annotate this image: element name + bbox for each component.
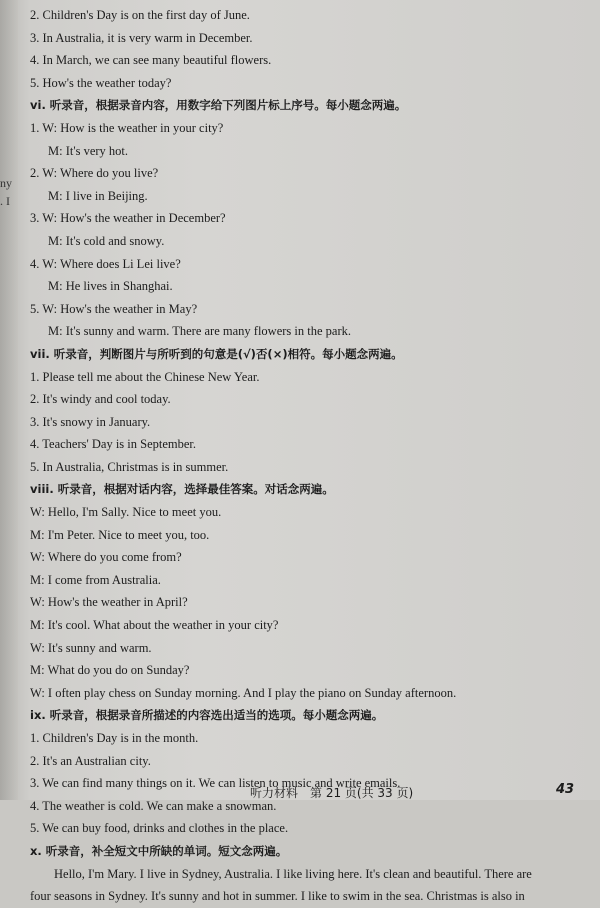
transcript-line: M: It's very hot. <box>48 143 129 158</box>
transcript-line: M: He lives in Shanghai. <box>48 279 173 294</box>
transcript-line: 2. W: Where do you live? <box>30 166 159 181</box>
transcript-line: 5. How's the weather today? <box>30 75 172 90</box>
transcript-line: W: How's the weather in April? <box>30 595 188 610</box>
footer-caption: 听力材料 第 21 页(共 33 页) <box>250 786 414 800</box>
transcript-line: 5. W: How's the weather in May? <box>30 301 198 316</box>
book-gutter <box>0 0 18 800</box>
transcript-line: 1. Please tell me about the Chinese New Year. <box>30 369 260 384</box>
transcript-line: 4. The weather is cold. We can make a snowman. <box>30 798 277 813</box>
transcript-line: M: It's cold and snowy. <box>48 233 165 248</box>
page-footer <box>0 782 600 800</box>
transcript-line: 3. It's snowy in January. <box>30 414 151 429</box>
transcript-line: M: I live in Beijing. <box>48 188 148 203</box>
transcript-line: 5. In Australia, Christmas is in summer. <box>30 459 229 474</box>
transcript-line: M: I'm Peter. Nice to meet you, too. <box>30 527 210 542</box>
section-heading: viii. 听录音，根据对话内容，选择最佳答案。对话念两遍。 <box>30 482 334 497</box>
transcript-line: M: What do you do on Sunday? <box>30 663 190 678</box>
transcript-line: W: I often play chess on Sunday morning. And I play the piano on Sunday afternoon. <box>30 685 457 700</box>
transcript-line: 4. In March, we can see many beautiful flowers. <box>30 53 272 68</box>
section-heading: x. 听录音，补全短文中所缺的单词。短文念两遍。 <box>30 843 288 858</box>
transcript-line: 3. In Australia, it is very warm in December. <box>30 30 253 45</box>
transcript-line: 4. Teachers' Day is in September. <box>30 437 197 452</box>
transcript-line: W: Hello, I'm Sally. Nice to meet you. <box>30 505 222 520</box>
transcript-line: 2. It's windy and cool today. <box>30 392 171 407</box>
transcript-line: 3. W: How's the weather in December? <box>30 211 226 226</box>
transcript-line: 5. We can buy food, drinks and clothes in the place. <box>30 821 289 836</box>
adjacent-page-text: . I <box>0 194 10 208</box>
transcript-line: 2. Children's Day is on the first day of June. <box>30 8 250 22</box>
transcript-line: M: It's sunny and warm. There are many flowers in the park. <box>48 324 351 339</box>
transcript-line: W: It's sunny and warm. <box>30 640 152 655</box>
transcript-line: 1. W: How is the weather in your city? <box>30 120 224 135</box>
transcript-line: four seasons in Sydney. It's sunny and hot in summer. I like to swim in the sea. Christmas is also in <box>30 889 525 904</box>
transcript-line: Hello, I'm Mary. I live in Sydney, Australia. I like living here. It's clean and beautiful. There are <box>54 866 532 881</box>
transcript-line: M: I come from Australia. <box>30 572 161 587</box>
transcript-line: 2. It's an Australian city. <box>30 753 151 768</box>
section-heading: vii. 听录音，判断图片与所听到的句意是(√)否(×)相符。每小题念两遍。 <box>30 346 403 361</box>
transcript-line: 3. We can find many things on it. We can listen to music and write emails. <box>30 776 401 791</box>
section-heading: vi. 听录音，根据录音内容，用数字给下列图片标上序号。每小题念两遍。 <box>30 98 407 113</box>
transcript-line: W: Where do you come from? <box>30 550 182 565</box>
transcript-line: M: It's cool. What about the weather in your city? <box>30 618 279 633</box>
transcript-body <box>30 4 590 908</box>
transcript-line: 4. W: Where does Li Lei live? <box>30 256 181 271</box>
section-heading: ix. 听录音，根据录音所描述的内容选出适当的选项。每小题念两遍。 <box>30 708 384 723</box>
adjacent-page-text: ny <box>0 176 12 190</box>
page-number: 43 <box>556 782 575 797</box>
transcript-line: 1. Children's Day is in the month. <box>30 731 199 745</box>
